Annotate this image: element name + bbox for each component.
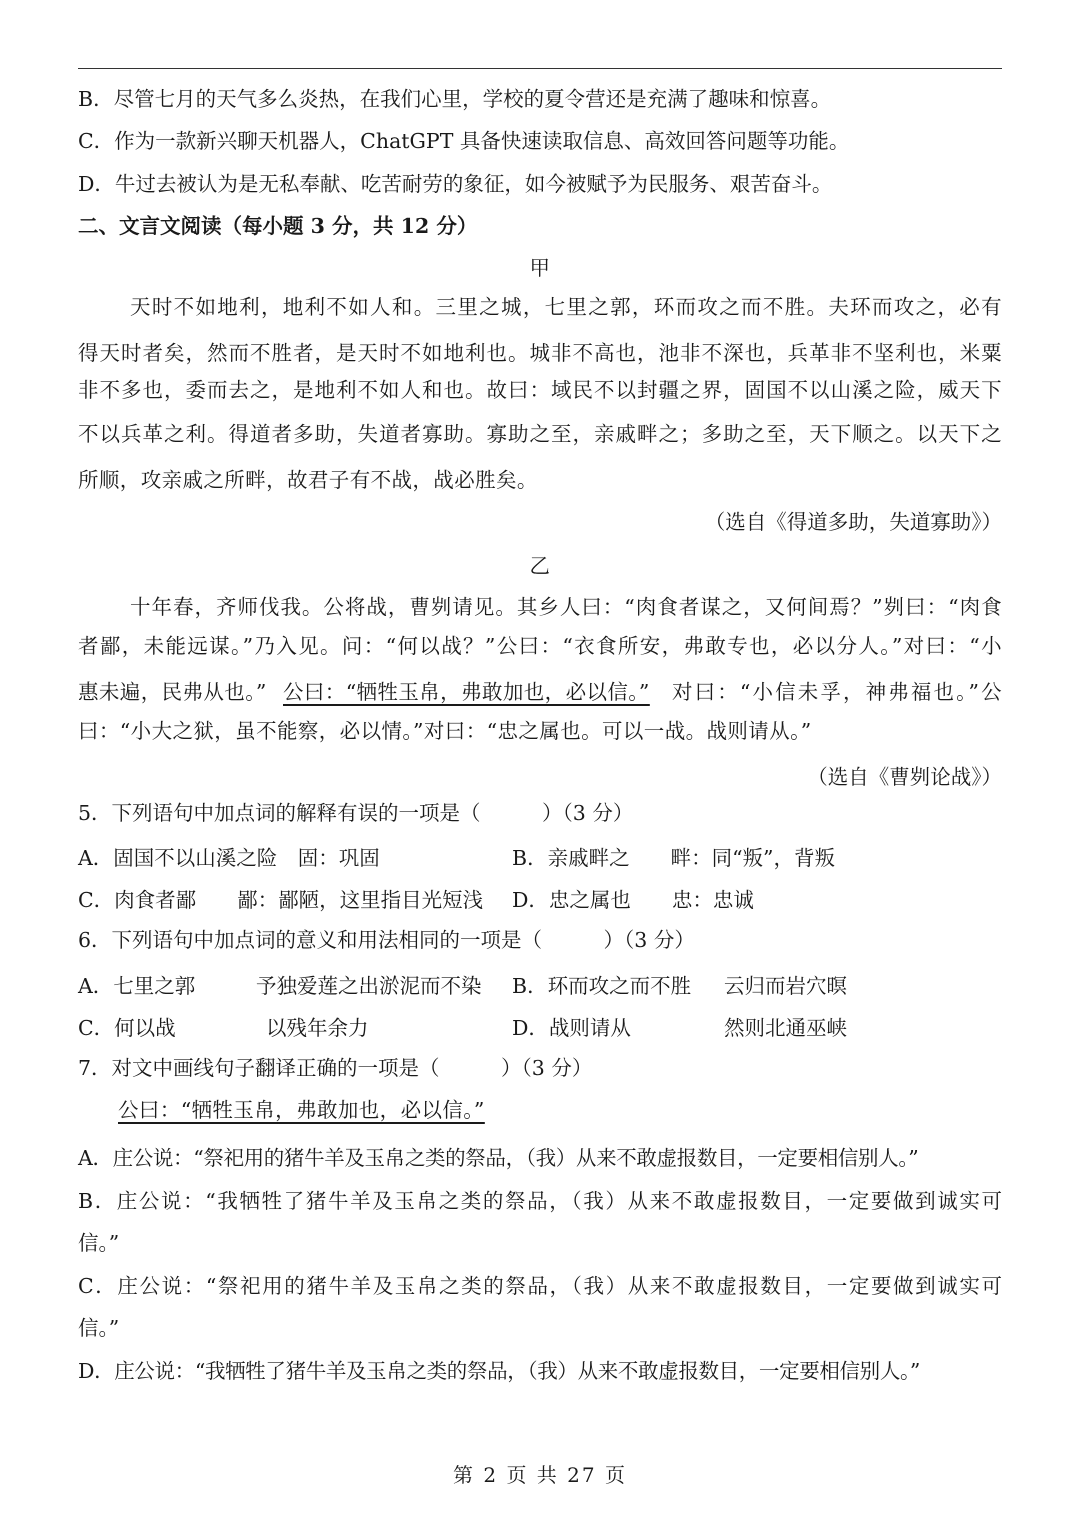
q5-options-row: [78, 885, 1002, 915]
passage-yi-line: 者鄙，未能远谋。”乃入见。问：“何以战？”公曰：“衣食所安，弗敢专也，必以分人。”对曰：“小: [78, 634, 1002, 658]
passage-jia-line: 得天时者矣，然而不胜者，是天时不如地利也。城非不高也，池非不深也，兵革非不坚利也，米粟: [78, 341, 1002, 365]
q7-option-d: D．庄公说：“我牺牲了猪牛羊及玉帛之类的祭品，（我）从来不敢虚报数目，一定要相信别人。”: [78, 1359, 920, 1383]
page-footer: 第 2 页 共 27 页: [453, 1463, 627, 1487]
q7-option-a: A．庄公说：“祭祀用的猪牛羊及玉帛之类的祭品，（我）从来不敢虚报数目，一定要相信别人。”: [78, 1146, 919, 1170]
q7-option-c: C．庄公说：“祭祀用的猪牛羊及玉帛之类的祭品，（我）从来不敢虚报数目，一定要做到诚实可: [78, 1274, 1002, 1298]
q6-options-row: [78, 971, 1002, 1001]
section-title: 二、文言文阅读（每小题 3 分，共 12 分）: [78, 214, 478, 238]
q7-stem: 7．对文中画线句子翻译正确的一项是（ ）（3 分）: [78, 1056, 593, 1080]
q6-option-d: D．战则请从: [512, 1016, 631, 1040]
q6-option-d-compare: 然则北通巫峡: [724, 1016, 847, 1040]
option-c-q4: C．作为一款新兴聊天机器人，ChatGPT 具备快速读取信息、高效回答问题等功能。: [78, 129, 850, 153]
passage-yi-text: 对曰：“小信未孚，神弗福也。”公: [672, 680, 1002, 704]
q5-option-a: A．固国不以山溪之险 固：巩固: [78, 846, 380, 870]
option-d-q4: D．牛过去被认为是无私奉献、吃苦耐劳的象征，如今被赋予为民服务、艰苦奋斗。: [78, 172, 833, 196]
q5-option-d: D．忠之属也 忠：忠诚: [512, 888, 754, 912]
passage-yi-line: [78, 677, 1002, 707]
passage-yi-text: 惠未遍，民弗从也。”: [78, 680, 267, 704]
q7-option-b: B．庄公说：“我牺牲了猪牛羊及玉帛之类的祭品，（我）从来不敢虚报数目，一定要做到诚实可: [78, 1189, 1002, 1213]
q5-options-row: [78, 843, 1002, 873]
passage-jia-line: 所顺，攻亲戚之所畔，故君子有不战，战必胜矣。: [78, 468, 538, 492]
passage-yi-line: 十年春，齐师伐我。公将战，曹刿请见。其乡人曰：“肉食者谋之，又何间焉？”刿曰：“肉食: [130, 595, 1002, 619]
q7-option-c-cont: 信。”: [78, 1316, 120, 1340]
q5-option-c: C．肉食者鄙 鄙：鄙陋，这里指目光短浅: [78, 888, 484, 912]
q6-option-c: C．何以战: [78, 1016, 176, 1040]
passage-jia-source: （选自《得道多助，失道寡助》）: [704, 510, 1002, 534]
q6-option-b-compare: 云归而岩穴暝: [724, 974, 847, 998]
q6-option-a-compare: 予独爱莲之出淤泥而不染: [256, 974, 482, 998]
q6-options-row: [78, 1013, 1002, 1043]
passage-yi-label: 乙: [529, 554, 551, 578]
passage-jia-label: 甲: [529, 256, 551, 280]
q5-stem: 5．下列语句中加点词的解释有误的一项是（ ）（3 分）: [78, 801, 634, 825]
q6-option-c-compare: 以残年余力: [266, 1016, 369, 1040]
passage-yi-line: 曰：“小大之狱，虽不能察，必以情。”对曰：“忠之属也。可以一战。战则请从。”: [78, 719, 812, 743]
option-b-q4: B．尽管七月的天气多么炎热，在我们心里，学校的夏令营还是充满了趣味和惊喜。: [78, 87, 832, 111]
q7-quote: [118, 1095, 1002, 1125]
passage-jia-line: 不以兵革之利。得道者多助，失道者寡助。寡助之至，亲戚畔之；多助之至，天下顺之。以天下之: [78, 422, 1002, 446]
q7-quote-text: 公曰：“牺牲玉帛，弗敢加也，必以信。”: [118, 1098, 485, 1122]
passage-jia-line: 非不多也，委而去之，是地利不如人和也。故曰：域民不以封疆之界，固国不以山溪之险，威天下: [78, 378, 1002, 402]
header-rule: [78, 68, 1002, 69]
q7-option-b-cont: 信。”: [78, 1231, 120, 1255]
underlined-sentence: 公曰：“牺牲玉帛，弗敢加也，必以信。”: [283, 680, 650, 704]
passage-yi-source: （选自《曹刿论战》）: [807, 765, 1002, 789]
q6-option-a: A．七里之郭: [78, 974, 196, 998]
passage-jia-line: 天时不如地利，地利不如人和。三里之城，七里之郭，环而攻之而不胜。夫环而攻之，必有: [130, 295, 1002, 319]
q5-option-b: B．亲戚畔之 畔：同“叛”，背叛: [512, 846, 836, 870]
q6-stem: 6．下列语句中加点词的意义和用法相同的一项是（ ）（3 分）: [78, 928, 695, 952]
q6-option-b: B．环而攻之而不胜: [512, 974, 692, 998]
